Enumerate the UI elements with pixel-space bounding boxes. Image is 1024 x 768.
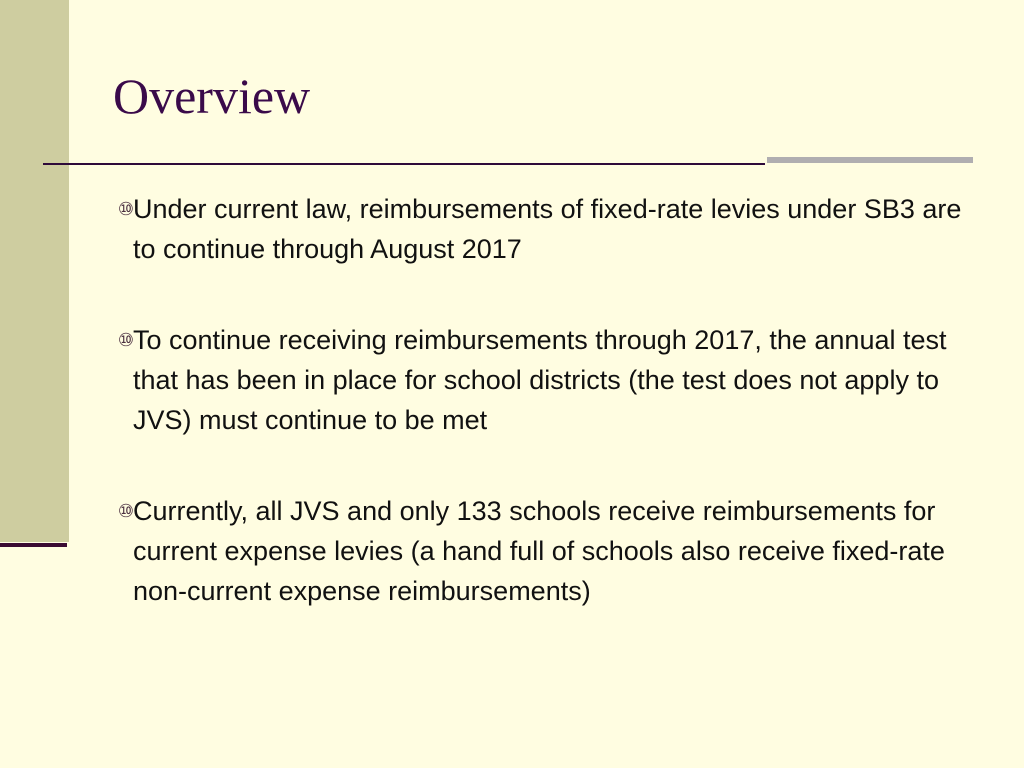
slide-title: Overview (113, 68, 311, 124)
left-accent-band (0, 0, 69, 542)
bullet-text: To continue receiving reimbursements through 2017, the annual test that has been in place for school districts (the test does not apply to JVS) must continue to be met (133, 325, 947, 435)
left-accent-line (0, 543, 67, 547)
title-divider-line (43, 163, 765, 165)
bullet-marker-icon: ⑩ (117, 330, 135, 350)
bullet-text: Under current law, reimbursements of fixed-rate levies under SB3 are to continue through August 2017 (133, 194, 962, 264)
bullet-text: Currently, all JVS and only 133 schools receive reimbursements for current expense levies (a hand full of schools also receive fixed-rate non-current expense reimbursements) (133, 496, 945, 606)
bullet-marker-icon: ⑩ (117, 199, 135, 219)
bullet-item (113, 320, 973, 440)
bullet-item (113, 491, 973, 611)
bullet-item (113, 189, 973, 269)
bullet-list (113, 189, 973, 611)
bullet-marker-icon: ⑩ (117, 501, 135, 521)
title-divider-gray-bar (767, 157, 973, 163)
